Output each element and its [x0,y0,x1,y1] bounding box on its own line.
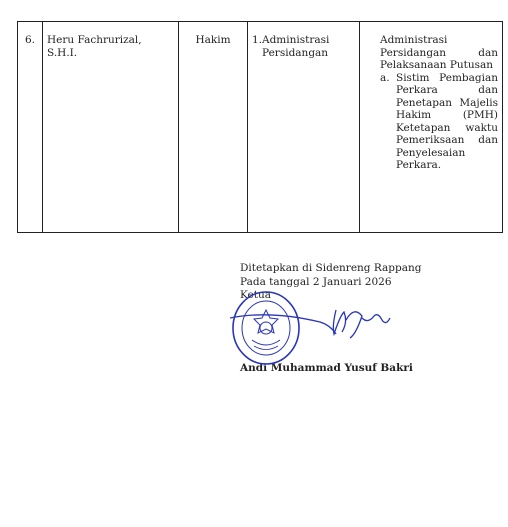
date-line: Pada tanggal 2 Januari 2026 [240,275,392,288]
signature-stroke [230,310,390,338]
task-cell [248,22,360,233]
task-item [252,34,355,59]
stamp-outer-ring [233,292,299,364]
officer-name: Heru Fachrurizal, S.H.I. [43,22,179,233]
task-text [262,34,329,59]
officer-position: Hakim [179,22,248,233]
task-line-2: Persidangan [262,46,329,59]
task-number: 1. [252,34,263,46]
task-line-1: Administrasi [262,34,330,46]
subitem-letter: a. [380,71,390,84]
table-row [18,22,503,233]
detail-subitem [380,72,498,172]
official-stamp-and-signature [228,290,408,370]
signer-title: Ketua [240,289,272,301]
subitem-text: Sistim Pembagian Perkara dan Penetapan Majelis Hakim (PMH) Ketetapan waktu Pemeriksaan dan Penyelesaian Perkara. [396,71,498,171]
place-line: Ditetapkan di Sidenreng Rappang [240,262,422,274]
detail-heading: Administrasi Persidangan dan Pelaksanaan Putusan [380,34,498,71]
duty-table [17,21,503,233]
row-number: 6. [18,22,43,233]
signer-name: Andi Muhammad Yusuf Bakri [240,362,413,374]
detail-cell [360,22,503,233]
